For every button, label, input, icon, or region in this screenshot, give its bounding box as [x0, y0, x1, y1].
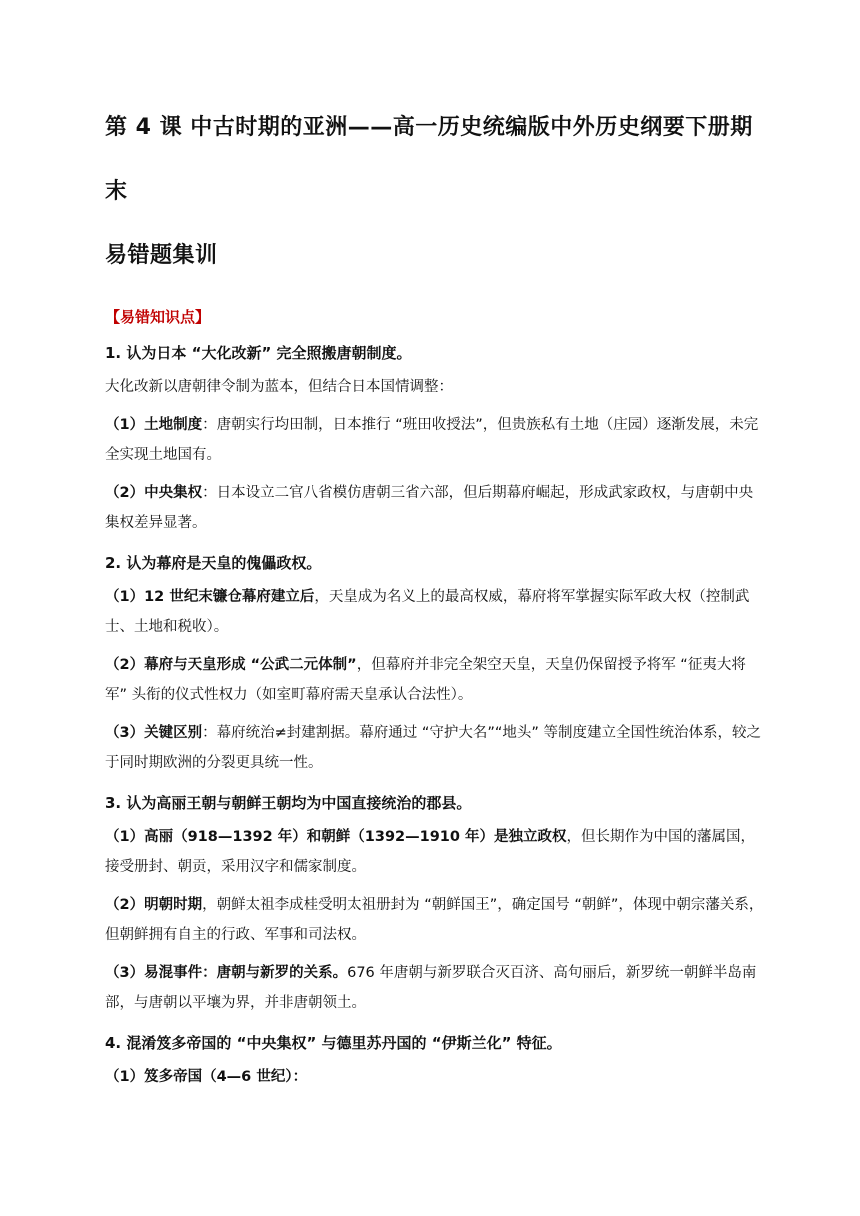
document-title [105, 96, 765, 288]
bold-label: （2）幕府与天皇形成 “公武二元体制” [105, 657, 357, 673]
bold-label: （3）关键区别 [105, 725, 203, 741]
bold-label: （1）笈多帝国（4—6 世纪）： [105, 1069, 308, 1085]
paragraph: （1）土地制度：唐朝实行均田制，日本推行 “班田收授法”，但贵族私有土地（庄园）逐渐发展，未完全实现土地国有。 [105, 417, 759, 463]
title-line-2: 易错题集训 [105, 243, 218, 268]
paragraph: （2）明朝时期，朝鲜太祖李成桂受明太祖册封为 “朝鲜国王”，确定国号 “朝鲜”，体现中朝宗藩关系，但朝鲜拥有自主的行政、军事和司法权。 [105, 897, 764, 943]
bold-label: （1）高丽（918—1392 年）和朝鲜（1392—1910 年）是独立政权 [105, 829, 567, 845]
paragraph: （1）12 世纪末镰仓幕府建立后，天皇成为名义上的最高权威，幕府将军掌握实际军政大权（控制武士、土地和税收）。 [105, 589, 750, 635]
bold-label: （1）12 世纪末镰仓幕府建立后 [105, 589, 315, 605]
question-4: 4. 混淆笈多帝国的 “中央集权” 与德里苏丹国的 “伊斯兰化” 特征。 [105, 1034, 562, 1052]
paragraph: （3）易混事件：唐朝与新罗的关系。676 年唐朝与新罗联合灭百济、高句丽后，新罗统一朝鲜半岛南部，与唐朝以平壤为界，并非唐朝领土。 [105, 965, 757, 1011]
question-1: 1. 认为日本 “大化改新” 完全照搬唐朝制度。 [105, 344, 412, 362]
paragraph: 大化改新以唐朝律令制为蓝本，但结合日本国情调整： [105, 379, 453, 395]
paragraph: （3）关键区别：幕府统治≠封建割据。幕府通过 “守护大名”“地头” 等制度建立全国性统治体系，较之于同时期欧洲的分裂更具统一性。 [105, 725, 762, 771]
paragraph: （1）高丽（918—1392 年）和朝鲜（1392—1910 年）是独立政权，但长期作为中国的藩属国，接受册封、朝贡，采用汉字和儒家制度。 [105, 829, 756, 875]
paragraph: （2）中央集权：日本设立二官八省模仿唐朝三省六部，但后期幕府崛起，形成武家政权，与唐朝中央集权差异显著。 [105, 485, 754, 531]
question-3: 3. 认为高丽王朝与朝鲜王朝均为中国直接统治的郡县。 [105, 794, 472, 812]
section-heading: 【易错知识点】 [105, 308, 211, 326]
paragraph [105, 1062, 765, 1092]
paragraph: （2）幕府与天皇形成 “公武二元体制”，但幕府并非完全架空天皇，天皇仍保留授予将军 “征夷大将军” 头衔的仪式性权力（如室町幕府需天皇承认合法性）。 [105, 657, 746, 703]
bold-label: （3）易混事件：唐朝与新罗的关系。 [105, 965, 348, 981]
question-2: 2. 认为幕府是天皇的傀儡政权。 [105, 554, 322, 572]
bold-label: （1）土地制度 [105, 417, 203, 433]
document-page [105, 96, 765, 1092]
bold-label: （2）明朝时期 [105, 897, 203, 913]
title-line-1: 第 4 课 中古时期的亚洲——高一历史统编版中外历史纲要下册期末 [105, 115, 753, 204]
bold-label: （2）中央集权 [105, 485, 203, 501]
